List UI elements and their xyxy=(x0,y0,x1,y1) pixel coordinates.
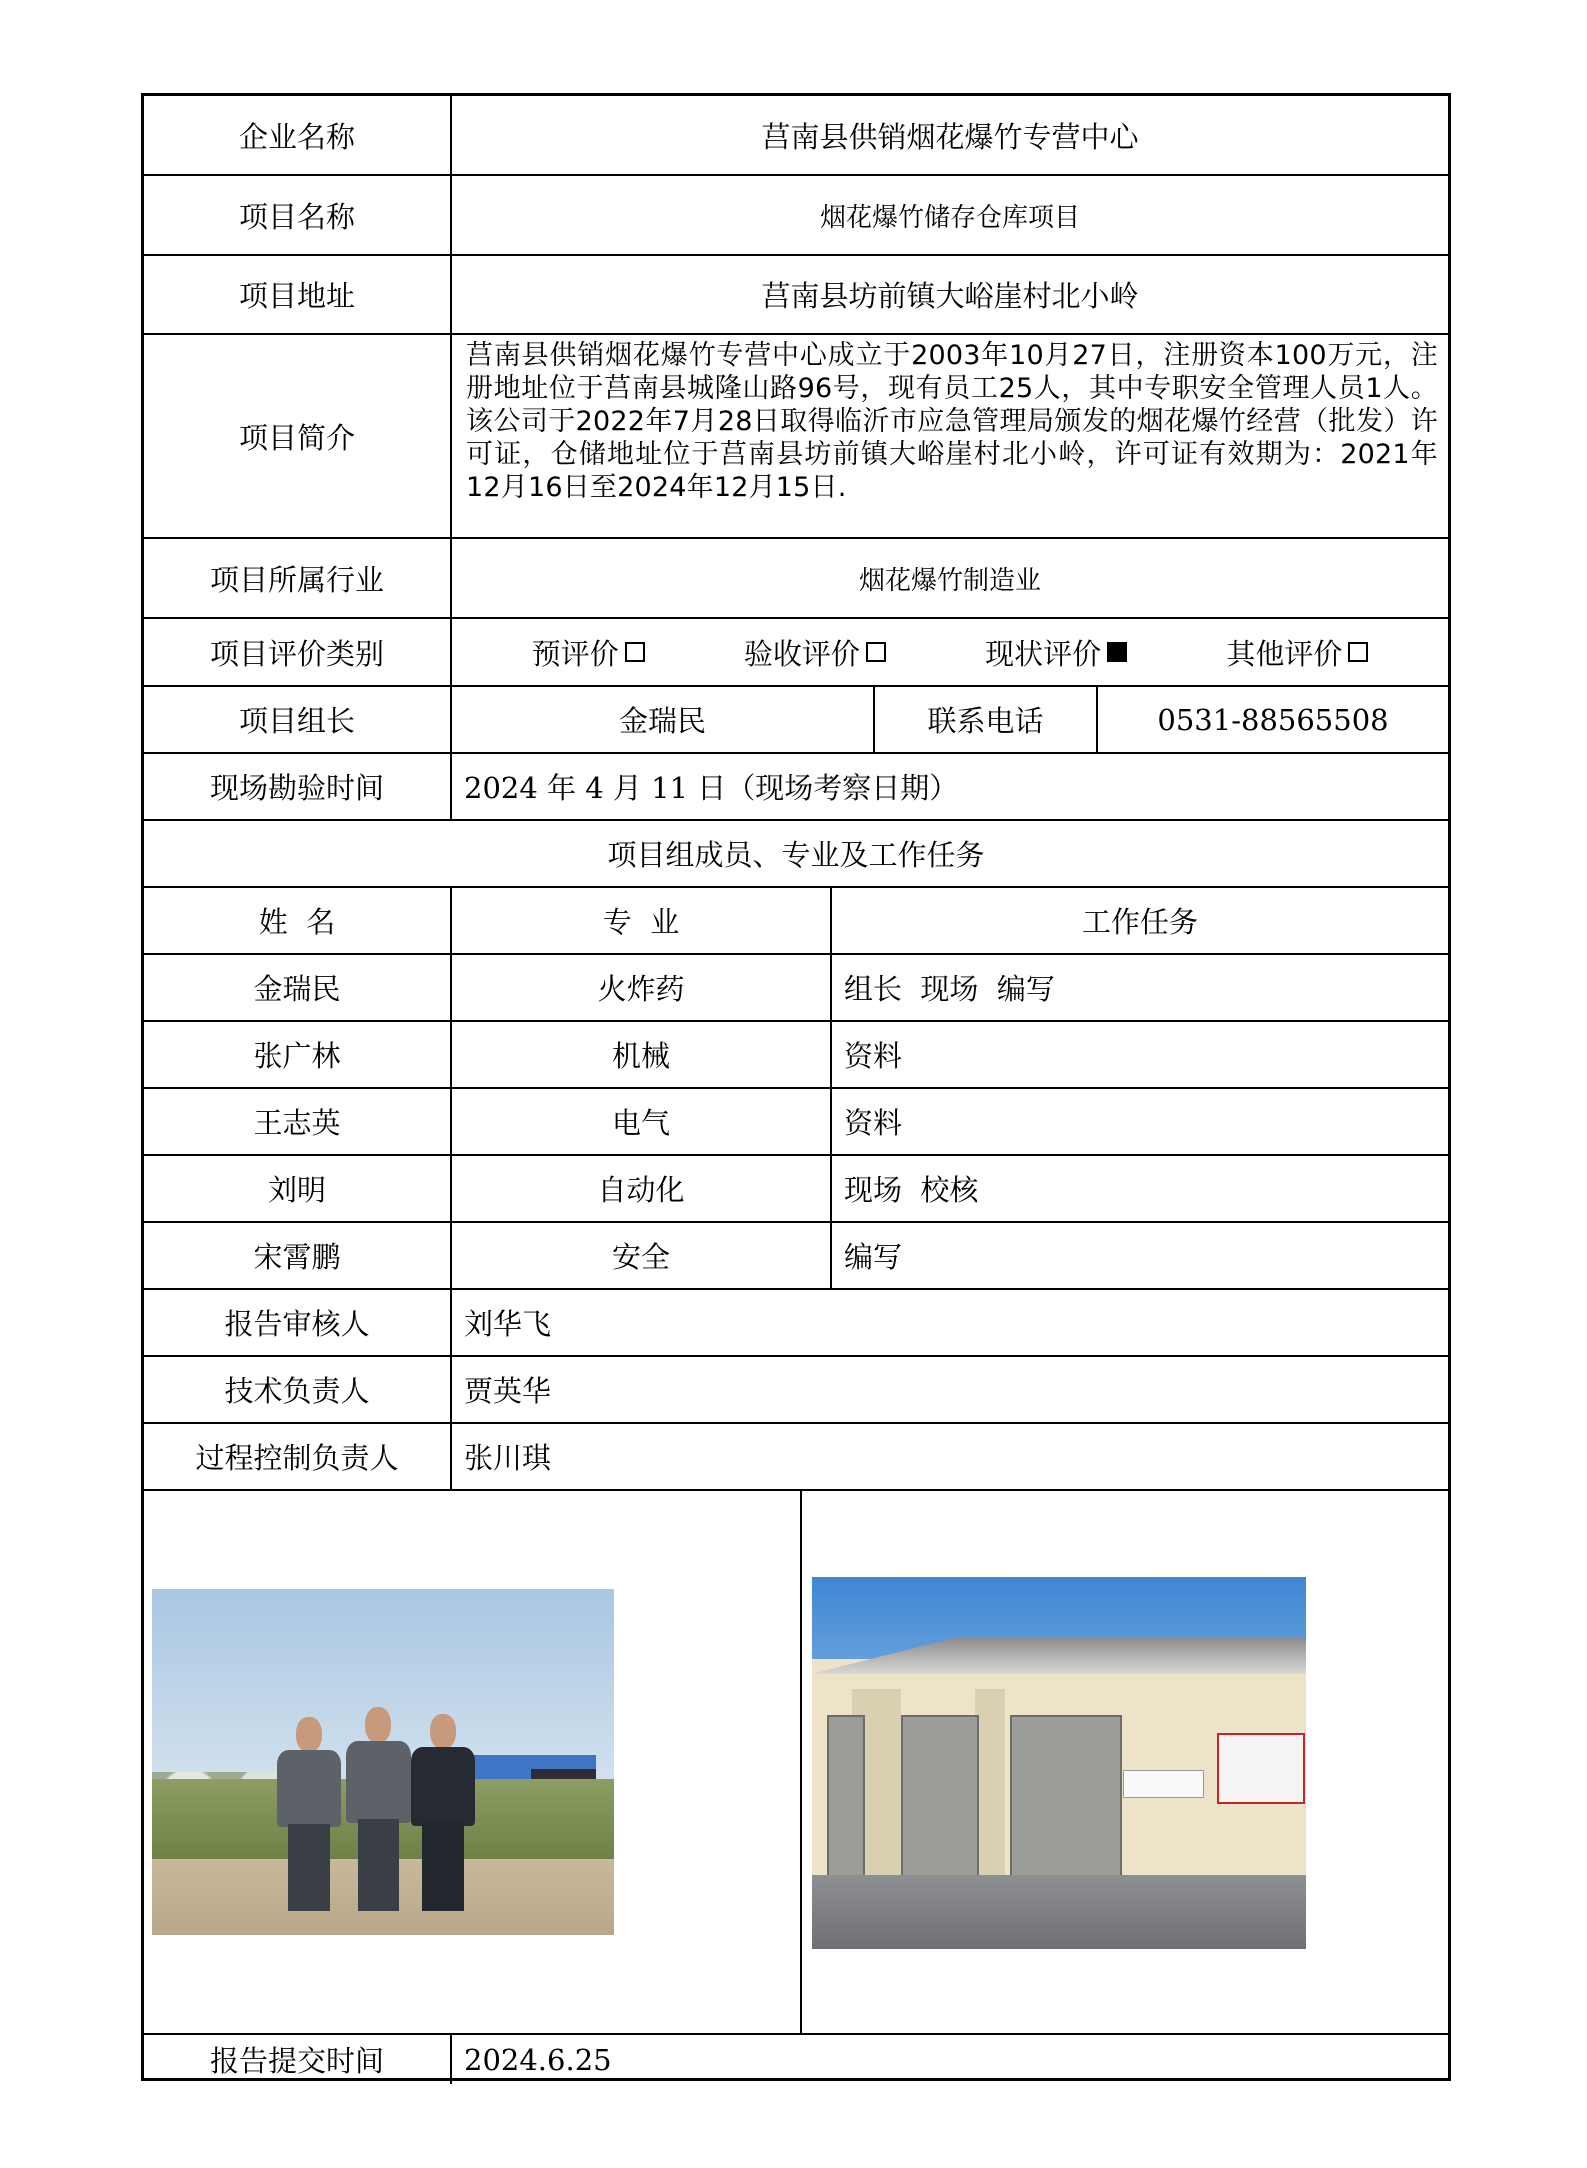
leader-value: 金瑞民 xyxy=(450,687,873,752)
company-value: 莒南县供销烟花爆竹专营中心 xyxy=(450,96,1448,174)
eval-option-other-label: 其他评价 xyxy=(1226,636,1343,671)
photo-cell-team xyxy=(144,1491,800,2033)
member-major: 电气 xyxy=(450,1089,830,1154)
member-name: 宋霄鹏 xyxy=(253,1240,341,1274)
row-process-lead xyxy=(144,1424,1448,1491)
industry-value: 烟花爆竹制造业 xyxy=(450,539,1448,617)
process-lead-value: 张川琪 xyxy=(450,1424,1448,1489)
member-task: 资料 xyxy=(830,1022,1448,1087)
project-info-table xyxy=(141,93,1451,2081)
member-name: 刘明 xyxy=(267,1173,326,1207)
checkbox-unchecked-icon xyxy=(1348,642,1368,662)
tech-lead-value: 贾英华 xyxy=(450,1357,1448,1422)
eval-option-acceptance-label: 验收评价 xyxy=(743,636,860,671)
row-project-intro xyxy=(144,335,1448,539)
row-project-address xyxy=(144,256,1448,335)
phone-label: 联系电话 xyxy=(873,687,1096,752)
person-figure xyxy=(411,1714,476,1911)
row-tech-lead xyxy=(144,1357,1448,1424)
member-major: 自动化 xyxy=(450,1156,830,1221)
survey-time-value: 2024 年 4 月 11 日（现场考察日期） xyxy=(450,754,1448,819)
survey-time-label: 现场勘验时间 xyxy=(209,771,384,805)
member-major: 火炸药 xyxy=(450,955,830,1020)
row-project-name xyxy=(144,176,1448,256)
project-address-label: 项目地址 xyxy=(238,279,355,313)
person-figure xyxy=(277,1717,342,1911)
project-intro-label: 项目简介 xyxy=(238,420,355,455)
eval-type-label: 项目评价类别 xyxy=(209,636,384,671)
header-task: 工作任务 xyxy=(830,888,1448,953)
member-major: 机械 xyxy=(450,1022,830,1087)
member-task: 现场 校核 xyxy=(830,1156,1448,1221)
industry-label: 项目所属行业 xyxy=(209,562,384,597)
process-lead-label: 过程控制负责人 xyxy=(195,1441,399,1475)
members-section-title: 项目组成员、专业及工作任务 xyxy=(607,838,985,872)
report-reviewer-value: 刘华飞 xyxy=(450,1290,1448,1355)
project-address-value: 莒南县坊前镇大峪崖村北小岭 xyxy=(450,256,1448,333)
row-industry xyxy=(144,539,1448,619)
eval-option-pre[interactable] xyxy=(532,632,645,673)
row-members-title xyxy=(144,821,1448,888)
row-eval-type xyxy=(144,619,1448,687)
row-company xyxy=(144,96,1448,176)
table-row xyxy=(144,1089,1448,1156)
member-task: 组长 现场 编写 xyxy=(830,955,1448,1020)
eval-option-pre-label: 预评价 xyxy=(531,636,619,671)
checkbox-unchecked-icon xyxy=(866,642,886,662)
submit-time-value: 2024.6.25 xyxy=(450,2035,1448,2084)
person-figure xyxy=(346,1707,411,1911)
project-name-label: 项目名称 xyxy=(238,199,355,234)
eval-option-other[interactable] xyxy=(1226,632,1368,673)
site-team-photo xyxy=(152,1589,614,1935)
eval-option-current[interactable] xyxy=(985,632,1127,673)
member-task: 编写 xyxy=(830,1223,1448,1288)
checkbox-checked-icon xyxy=(1107,642,1127,662)
photo-cell-warehouse xyxy=(800,1491,1448,2033)
leader-label: 项目组长 xyxy=(238,704,355,738)
table-row xyxy=(144,1156,1448,1223)
row-members-header xyxy=(144,888,1448,955)
eval-type-options xyxy=(450,619,1448,685)
member-major: 安全 xyxy=(450,1223,830,1288)
checkbox-unchecked-icon xyxy=(625,642,645,662)
table-row xyxy=(144,1022,1448,1089)
project-name-value: 烟花爆竹储存仓库项目 xyxy=(450,176,1448,254)
report-reviewer-label: 报告审核人 xyxy=(224,1307,370,1341)
project-intro-text: 莒南县供销烟花爆竹专营中心成立于2003年10月27日，注册资本100万元，注册地址位于莒南县城隆山路96号，现有员工25人，其中专职安全管理人员1人。该公司于2022年7月28日取得临沂市应急管理局颁发的烟花爆竹经营（批发）许可证，仓储地址位于莒南县坊前镇大峪崖村北小岭，许可证有效期为：2021年12月16日至2024年12月15日. xyxy=(450,335,1448,537)
member-task: 资料 xyxy=(830,1089,1448,1154)
header-major: 专 业 xyxy=(450,888,830,953)
row-survey-time xyxy=(144,754,1448,821)
tech-lead-label: 技术负责人 xyxy=(224,1374,370,1408)
table-row xyxy=(144,955,1448,1022)
member-name: 王志英 xyxy=(253,1106,341,1140)
header-name: 姓 名 xyxy=(258,905,336,939)
eval-option-acceptance[interactable] xyxy=(744,632,886,673)
phone-value: 0531-88565508 xyxy=(1096,687,1448,752)
eval-option-current-label: 现状评价 xyxy=(985,636,1102,671)
company-label: 企业名称 xyxy=(238,119,355,154)
row-photos xyxy=(144,1491,1448,2035)
warehouse-photo xyxy=(812,1577,1306,1949)
member-name: 张广林 xyxy=(253,1039,341,1073)
row-leader xyxy=(144,687,1448,754)
member-name: 金瑞民 xyxy=(253,972,341,1006)
row-submit-time xyxy=(144,2035,1448,2084)
row-report-reviewer xyxy=(144,1290,1448,1357)
submit-time-label: 报告提交时间 xyxy=(209,2044,384,2078)
table-row xyxy=(144,1223,1448,1290)
